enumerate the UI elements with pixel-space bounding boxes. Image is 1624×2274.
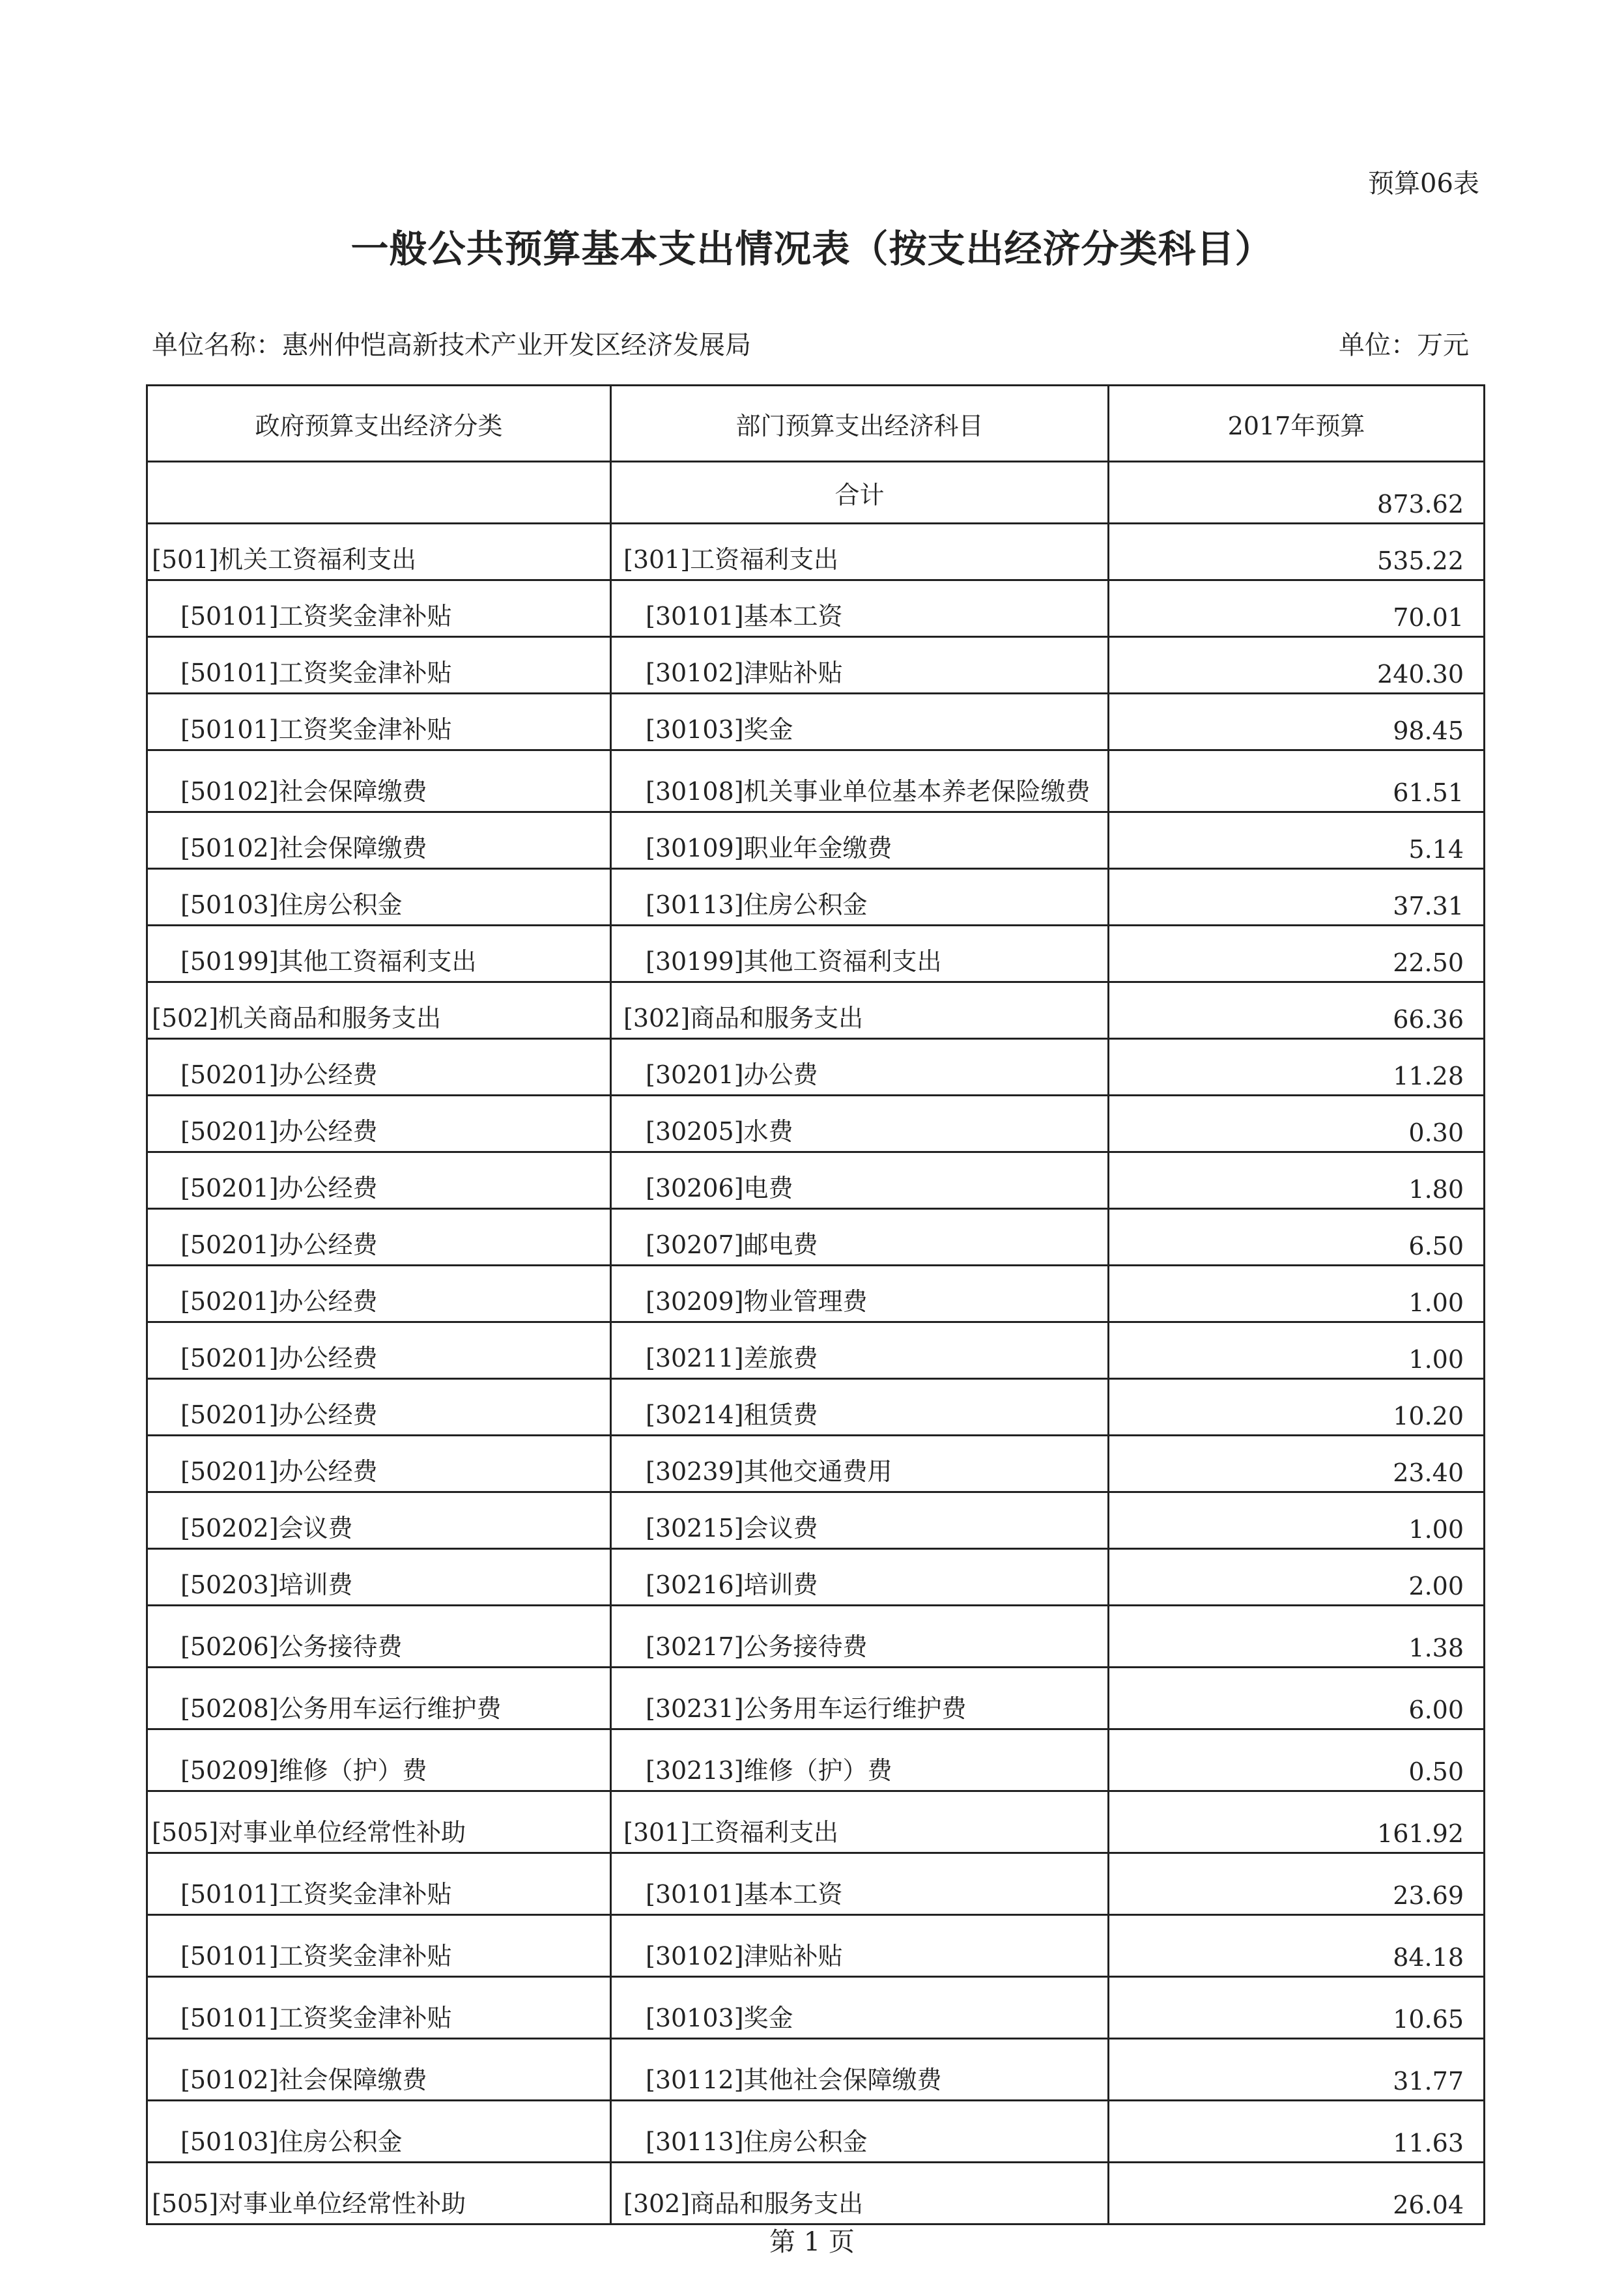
table-row [147, 1266, 1485, 1322]
budget-amount-cell: 98.45 [1109, 694, 1485, 750]
budget-amount-cell: 10.65 [1109, 1977, 1485, 2039]
dept-subject-cell: [301]工资福利支出 [611, 1791, 1109, 1853]
table-row [147, 524, 1485, 580]
budget-amount-cell: 23.69 [1109, 1853, 1485, 1915]
dept-subject-cell: [30216]培训费 [611, 1549, 1109, 1606]
table-row [147, 2039, 1485, 2101]
budget-amount-cell: 11.63 [1109, 2101, 1485, 2163]
budget-amount-cell: 31.77 [1109, 2039, 1485, 2101]
total-label: 合计 [611, 462, 1109, 524]
gov-category-cell: [50201]办公经费 [147, 1322, 611, 1379]
gov-category-cell: [50102]社会保障缴费 [147, 812, 611, 869]
table-row [147, 1668, 1485, 1729]
table-row [147, 1096, 1485, 1152]
gov-category-cell: [50102]社会保障缴费 [147, 750, 611, 812]
dept-subject-cell: [30217]公务接待费 [611, 1606, 1109, 1668]
gov-category-cell: [505]对事业单位经常性补助 [147, 1791, 611, 1853]
dept-subject-cell: [30239]其他交通费用 [611, 1436, 1109, 1492]
gov-category-cell: [50101]工资奖金津补贴 [147, 694, 611, 750]
table-row [147, 2101, 1485, 2163]
table-row [147, 750, 1485, 812]
gov-category-cell: [502]机关商品和服务支出 [147, 982, 611, 1039]
table-row [147, 926, 1485, 982]
dept-subject-cell: [30102]津贴补贴 [611, 637, 1109, 694]
gov-category-cell: [505]对事业单位经常性补助 [147, 2163, 611, 2224]
dept-subject-cell: [30112]其他社会保障缴费 [611, 2039, 1109, 2101]
dept-subject-cell: [30207]邮电费 [611, 1209, 1109, 1266]
dept-subject-cell: [30103]奖金 [611, 1977, 1109, 2039]
table-row [147, 869, 1485, 926]
dept-subject-cell: [30102]津贴补贴 [611, 1915, 1109, 1977]
gov-category-cell: [501]机关工资福利支出 [147, 524, 611, 580]
table-row [147, 1915, 1485, 1977]
table-body [147, 462, 1485, 2224]
dept-subject-cell: [30214]租赁费 [611, 1379, 1109, 1436]
gov-category-cell: [50201]办公经费 [147, 1379, 611, 1436]
gov-category-cell: [50101]工资奖金津补贴 [147, 580, 611, 637]
table-row [147, 1436, 1485, 1492]
budget-amount-cell: 11.28 [1109, 1039, 1485, 1096]
budget-amount-cell: 22.50 [1109, 926, 1485, 982]
dept-subject-cell: [30206]电费 [611, 1152, 1109, 1209]
page-number: 第 1 页 [769, 2227, 855, 2257]
budget-amount-cell: 240.30 [1109, 637, 1485, 694]
table-row [147, 1492, 1485, 1549]
unit-name-label: 单位名称：惠州仲恺高新技术产业开发区经济发展局 [152, 330, 751, 360]
dept-subject-cell: [301]工资福利支出 [611, 524, 1109, 580]
table-row [147, 812, 1485, 869]
gov-category-cell: [50103]住房公积金 [147, 869, 611, 926]
table-row [147, 580, 1485, 637]
budget-amount-cell: 1.00 [1109, 1266, 1485, 1322]
gov-category-cell: [50101]工资奖金津补贴 [147, 637, 611, 694]
table-row [147, 1606, 1485, 1668]
dept-subject-cell: [30205]水费 [611, 1096, 1109, 1152]
currency-unit-label: 单位：万元 [1339, 330, 1469, 360]
table-row [147, 1977, 1485, 2039]
gov-category-cell: [50201]办公经费 [147, 1096, 611, 1152]
header-row [147, 386, 1485, 462]
header-budget-2017: 2017年预算 [1109, 386, 1485, 462]
gov-category-cell: [50208]公务用车运行维护费 [147, 1668, 611, 1729]
budget-amount-cell: 61.51 [1109, 750, 1485, 812]
page-title: 一般公共预算基本支出情况表（按支出经济分类科目） [350, 227, 1274, 271]
budget-amount-cell: 2.00 [1109, 1549, 1485, 1606]
budget-amount-cell: 1.00 [1109, 1492, 1485, 1549]
dept-subject-cell: [30109]职业年金缴费 [611, 812, 1109, 869]
budget-amount-cell: 1.00 [1109, 1322, 1485, 1379]
gov-category-cell: [50202]会议费 [147, 1492, 611, 1549]
table-row [147, 1379, 1485, 1436]
dept-subject-cell: [302]商品和服务支出 [611, 2163, 1109, 2224]
budget-amount-cell: 66.36 [1109, 982, 1485, 1039]
gov-category-cell: [50201]办公经费 [147, 1436, 611, 1492]
dept-subject-cell: [30113]住房公积金 [611, 869, 1109, 926]
table-row [147, 982, 1485, 1039]
budget-amount-cell: 70.01 [1109, 580, 1485, 637]
dept-subject-cell: [30103]奖金 [611, 694, 1109, 750]
gov-category-cell: [50201]办公经费 [147, 1266, 611, 1322]
table-row [147, 1853, 1485, 1915]
gov-category-cell: [50101]工资奖金津补贴 [147, 1915, 611, 1977]
dept-subject-cell: [30211]差旅费 [611, 1322, 1109, 1379]
gov-category-cell: [50201]办公经费 [147, 1209, 611, 1266]
gov-category-cell: [50101]工资奖金津补贴 [147, 1977, 611, 2039]
total-empty-cell [147, 462, 611, 524]
table-header [147, 386, 1485, 462]
budget-amount-cell: 6.00 [1109, 1668, 1485, 1729]
dept-subject-cell: [30215]会议费 [611, 1492, 1109, 1549]
dept-subject-cell: [30101]基本工资 [611, 1853, 1109, 1915]
budget-table [146, 384, 1485, 2225]
budget-amount-cell: 0.50 [1109, 1729, 1485, 1791]
table-row [147, 694, 1485, 750]
table-row [147, 1322, 1485, 1379]
gov-category-cell: [50103]住房公积金 [147, 2101, 611, 2163]
table-row [147, 1549, 1485, 1606]
budget-amount-cell: 5.14 [1109, 812, 1485, 869]
budget-amount-cell: 6.50 [1109, 1209, 1485, 1266]
dept-subject-cell: [30113]住房公积金 [611, 2101, 1109, 2163]
budget-amount-cell: 84.18 [1109, 1915, 1485, 1977]
table-row [147, 1791, 1485, 1853]
dept-subject-cell: [30231]公务用车运行维护费 [611, 1668, 1109, 1729]
budget-amount-cell: 26.04 [1109, 2163, 1485, 2224]
total-row [147, 462, 1485, 524]
dept-subject-cell: [30213]维修（护）费 [611, 1729, 1109, 1791]
table-row [147, 637, 1485, 694]
dept-subject-cell: [30108]机关事业单位基本养老保险缴费 [611, 750, 1109, 812]
gov-category-cell: [50209]维修（护）费 [147, 1729, 611, 1791]
budget-amount-cell: 10.20 [1109, 1379, 1485, 1436]
header-gov-category: 政府预算支出经济分类 [147, 386, 611, 462]
dept-subject-cell: [30101]基本工资 [611, 580, 1109, 637]
table-row [147, 1039, 1485, 1096]
budget-amount-cell: 0.30 [1109, 1096, 1485, 1152]
dept-subject-cell: [30201]办公费 [611, 1039, 1109, 1096]
gov-category-cell: [50101]工资奖金津补贴 [147, 1853, 611, 1915]
table-row [147, 2163, 1485, 2224]
budget-amount-cell: 1.38 [1109, 1606, 1485, 1668]
gov-category-cell: [50199]其他工资福利支出 [147, 926, 611, 982]
header-dept-subject: 部门预算支出经济科目 [611, 386, 1109, 462]
dept-subject-cell: [302]商品和服务支出 [611, 982, 1109, 1039]
table-row [147, 1729, 1485, 1791]
gov-category-cell: [50201]办公经费 [147, 1152, 611, 1209]
budget-amount-cell: 1.80 [1109, 1152, 1485, 1209]
gov-category-cell: [50203]培训费 [147, 1549, 611, 1606]
dept-subject-cell: [30209]物业管理费 [611, 1266, 1109, 1322]
gov-category-cell: [50201]办公经费 [147, 1039, 611, 1096]
total-value: 873.62 [1109, 462, 1485, 524]
form-number: 预算06表 [1368, 169, 1479, 199]
dept-subject-cell: [30199]其他工资福利支出 [611, 926, 1109, 982]
budget-amount-cell: 535.22 [1109, 524, 1485, 580]
table-row [147, 1209, 1485, 1266]
budget-amount-cell: 23.40 [1109, 1436, 1485, 1492]
budget-amount-cell: 161.92 [1109, 1791, 1485, 1853]
budget-amount-cell: 37.31 [1109, 869, 1485, 926]
gov-category-cell: [50102]社会保障缴费 [147, 2039, 611, 2101]
gov-category-cell: [50206]公务接待费 [147, 1606, 611, 1668]
table-row [147, 1152, 1485, 1209]
